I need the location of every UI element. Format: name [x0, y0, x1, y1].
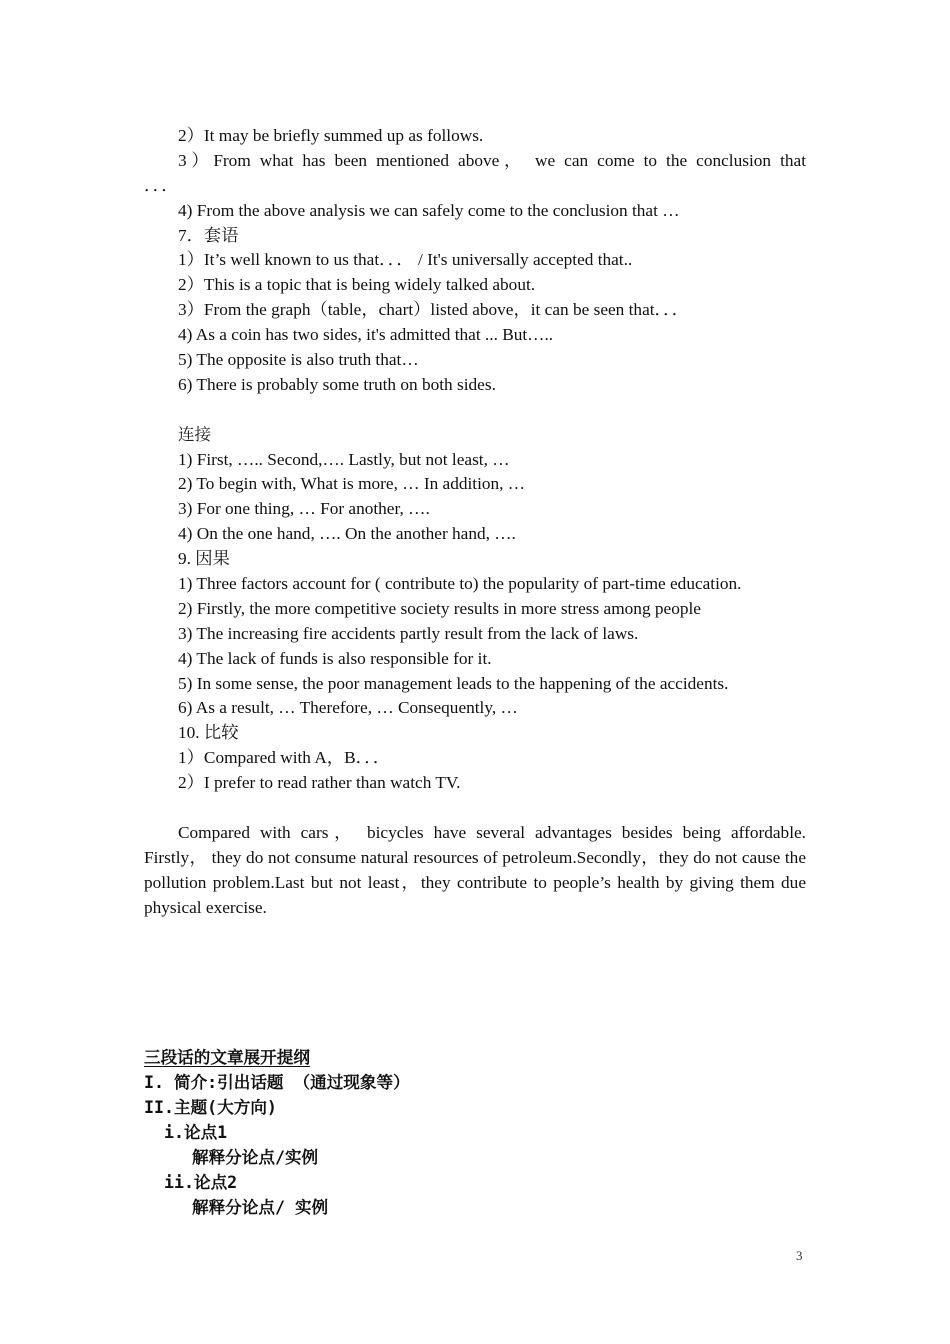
text-line: 4) As a coin has two sides, it's admitted that ... But…..	[178, 325, 554, 345]
text-line: 6) There is probably some truth on both sides.	[178, 374, 496, 394]
text-line: 3）From the graph（table，chart）listed above，it can be seen that．．．	[178, 300, 690, 320]
text-line: 4) The lack of funds is also responsible for it.	[178, 648, 492, 668]
section-heading: 10. 比较	[178, 723, 239, 743]
outline-title: 三段话的文章展开提纲	[144, 1048, 310, 1067]
example-paragraph: Compared with cars， bicycles have several advantages besides being affordable. Firstly， they do not consume natural resources of petroleum.Secondly，they do not cause the pollution problem.Last but not least，they contribute to people’s health by giving them due physical exercise.	[144, 822, 806, 917]
blank-line	[144, 796, 806, 821]
text-line: ．．．	[144, 175, 179, 195]
page-number: 3	[796, 1248, 803, 1263]
text-line: 4) From the above analysis we can safely come to the conclusion that …	[178, 200, 680, 220]
text-line: 3）From what has been mentioned above， we can come to the conclusion that	[178, 150, 806, 170]
outline-subitem: i.论点1	[164, 1123, 228, 1142]
text-line: 4) On the one hand, …. On the another hand, ….	[178, 524, 516, 544]
section-heading: 9. 因果	[178, 549, 230, 569]
outline-item: II.主题(大方向)	[144, 1098, 277, 1117]
text-line: 5) The opposite is also truth that…	[178, 350, 419, 370]
text-line: 2）This is a topic that is being widely talked about.	[178, 275, 536, 295]
text-line: 2) To begin with, What is more, … In addition, …	[178, 474, 526, 494]
outline-detail: 解释分论点/实例	[192, 1148, 319, 1167]
text-line: 1）It’s well known to us that．．． / It's universally accepted that..	[178, 250, 633, 270]
essay-outline	[144, 1045, 806, 1220]
text-line: 1) Three factors account for ( contribute to) the popularity of part-time education.	[178, 574, 742, 594]
section-heading: 7．套语	[178, 225, 239, 245]
outline-subitem: ii.论点2	[164, 1173, 238, 1192]
text-line: 2）It may be briefly summed up as follows.	[178, 126, 484, 145]
text-line: 3) The increasing fire accidents partly result from the lack of laws.	[178, 623, 639, 643]
text-line: 3) For one thing, … For another, ….	[178, 499, 430, 519]
text-line: 1）Compared with A，B．．．	[178, 748, 391, 768]
body-text	[144, 124, 806, 921]
section-heading: 连接	[178, 424, 211, 444]
text-line: 5) In some sense, the poor management leads to the happening of the accidents.	[178, 673, 729, 693]
text-line: 1) First, ….. Second,…. Lastly, but not least, …	[178, 449, 510, 469]
blank-line	[144, 398, 806, 423]
outline-item: I. 简介:引出话题 （通过现象等）	[144, 1073, 410, 1092]
text-line: 2) Firstly, the more competitive society results in more stress among people	[178, 598, 701, 618]
text-line: 2）I prefer to read rather than watch TV.	[178, 773, 461, 793]
text-line: 6) As a result, … Therefore, … Consequently, …	[178, 698, 518, 718]
outline-detail: 解释分论点/ 实例	[192, 1198, 329, 1217]
